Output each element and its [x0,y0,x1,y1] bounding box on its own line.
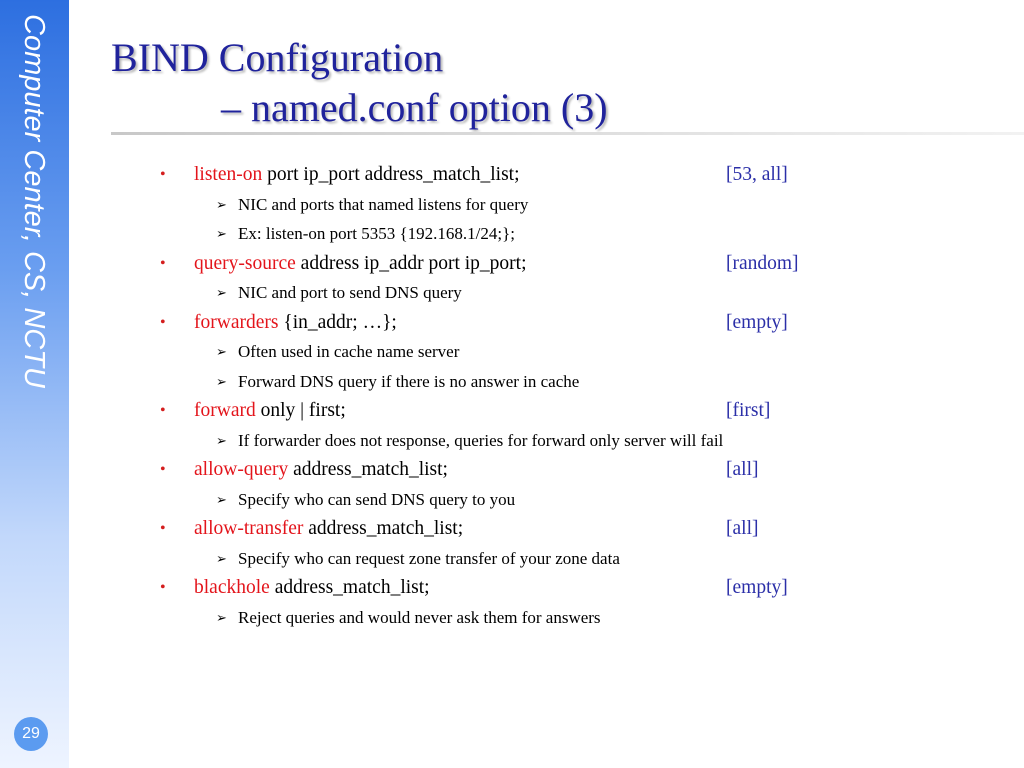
option-line [194,249,527,279]
slide-content [160,160,1010,632]
sub-bullet-item [160,603,1010,633]
option-syntax: address_match_list; [303,518,464,539]
option-default: [all] [726,459,759,480]
sub-bullet-text: If forwarder does not response, queries for forward only server will fail [238,430,724,450]
arrow-bullet-icon: ➢ [216,432,227,448]
bullet-icon: • [160,402,166,419]
bullet-icon: • [160,520,166,537]
arrow-bullet-icon: ➢ [216,226,227,241]
bullet-icon: • [160,313,166,331]
sub-bullet-text: Often used in cache name server [238,342,460,361]
option-keyword: allow-transfer [194,518,304,539]
sub-bullet-text: NIC and port to send DNS query [238,283,462,302]
arrow-bullet-icon: ➢ [216,491,227,507]
sub-bullet-text: Forward DNS query if there is no answer in cache [238,371,580,391]
sub-bullet-item [160,485,1010,515]
arrow-bullet-icon: ➢ [216,373,227,389]
option-line [194,308,397,338]
option-default: [random] [726,252,799,274]
bullet-icon: • [160,166,166,183]
bullet-item [160,573,1010,603]
title-line-1: BIND Configuration [111,35,444,80]
option-syntax: address ip_addr port ip_port; [295,252,527,274]
title-divider [111,132,1024,135]
sub-bullet-item [160,219,1010,249]
sub-bullet-item [160,367,1010,397]
option-line [194,455,448,485]
option-keyword: forwarders [194,311,279,333]
page-number-badge: 29 [14,717,48,751]
option-line [194,514,463,544]
option-default: [all] [726,518,759,539]
slide-title [111,33,608,133]
option-syntax: port ip_port address_match_list; [262,164,520,185]
sub-bullet-text: NIC and ports that named listens for query [238,194,529,214]
arrow-bullet-icon: ➢ [216,609,227,625]
bullet-icon: • [160,461,166,478]
option-syntax: address_match_list; [269,577,430,598]
option-line [194,160,520,190]
arrow-bullet-icon: ➢ [216,196,227,212]
bullet-item [160,514,1010,544]
option-line [194,573,430,603]
option-keyword: listen-on [194,164,263,185]
sub-bullet-text: Specify who can request zone transfer of your zone data [238,548,620,568]
option-syntax: {in_addr; …}; [278,311,397,333]
sub-bullet-item [160,278,1010,308]
option-keyword: blackhole [194,577,270,598]
option-keyword: allow-query [194,459,289,480]
bullet-icon: • [160,579,166,596]
sub-bullet-text: Ex: listen-on port 5353 {192.168.1/24;}; [238,224,515,243]
option-default: [53, all] [726,164,788,185]
option-default: [empty] [726,311,788,333]
arrow-bullet-icon: ➢ [216,344,227,359]
arrow-bullet-icon: ➢ [216,285,227,300]
option-keyword: forward [194,400,256,421]
sub-bullet-item [160,337,1010,367]
sidebar-label: Computer Center, CS, NCTU [18,14,50,388]
arrow-bullet-icon: ➢ [216,550,227,566]
sub-bullet-item [160,190,1010,220]
bullet-item [160,160,1010,190]
option-keyword: query-source [194,252,296,274]
bullet-item [160,249,1010,279]
sub-bullet-text: Specify who can send DNS query to you [238,489,516,509]
sub-bullet-item [160,544,1010,574]
bullet-icon: • [160,254,166,272]
bullet-item [160,308,1010,338]
bullet-item [160,396,1010,426]
sub-bullet-item [160,426,1010,456]
bullet-item [160,455,1010,485]
option-syntax: only | first; [255,400,346,421]
option-syntax: address_match_list; [288,459,448,480]
title-line-2: – named.conf option (3) [221,85,608,130]
option-line [194,396,346,426]
option-default: [empty] [726,577,788,598]
option-default: [first] [726,400,771,421]
sidebar [0,0,69,768]
sub-bullet-text: Reject queries and would never ask them for answers [238,607,601,627]
